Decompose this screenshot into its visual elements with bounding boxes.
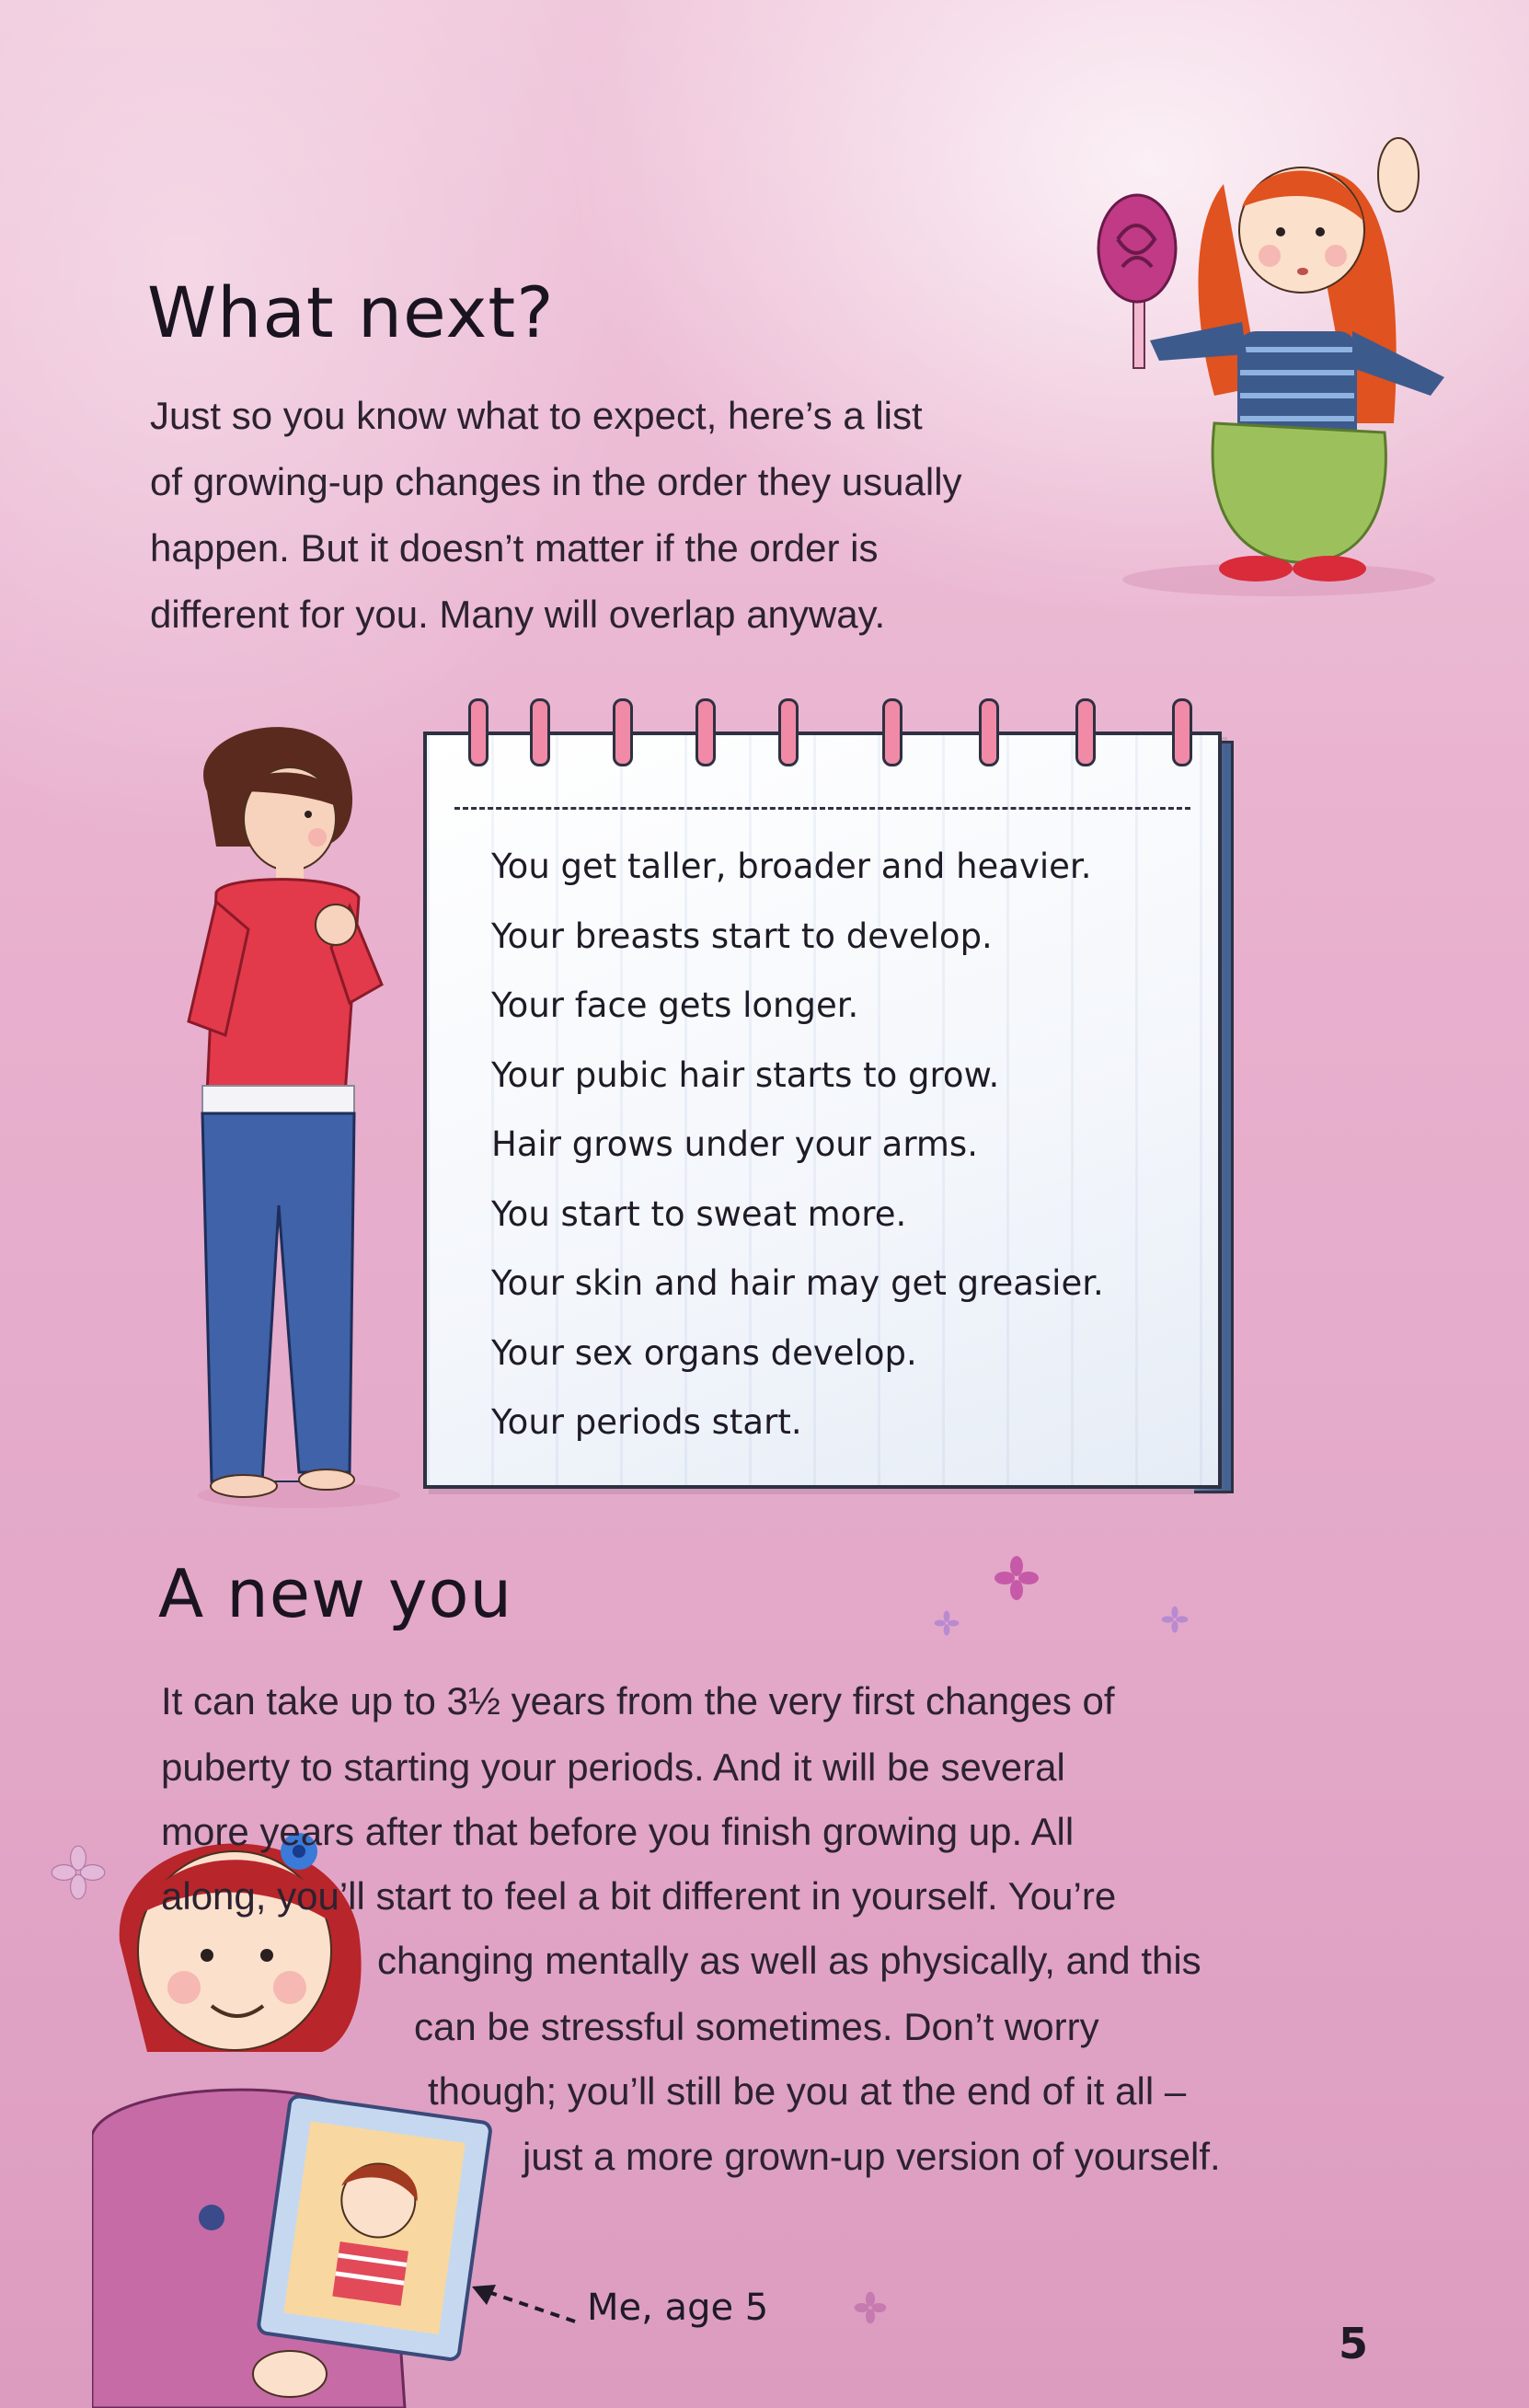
- flower-icon: [51, 1845, 106, 1900]
- spiral-ring: [882, 698, 902, 766]
- paragraph-line: It can take up to 3½ years from the very first changes of: [161, 1679, 1115, 1722]
- spiral-ring: [530, 698, 550, 766]
- paragraph-line: changing mentally as well as physically, and this: [377, 1939, 1201, 1982]
- paragraph-line: different for you. Many will overlap anyway.: [150, 593, 886, 636]
- flower-icon: [854, 2291, 887, 2324]
- spiral-ring: [468, 698, 489, 766]
- list-item: Hair grows under your arms.: [491, 1124, 978, 1164]
- spiral-ring: [1172, 698, 1192, 766]
- flower-icon: [1161, 1606, 1189, 1633]
- perforation-line: [454, 807, 1190, 810]
- flower-icon: [994, 1555, 1040, 1601]
- list-item: You start to sweat more.: [491, 1193, 907, 1234]
- photo-caption: Me, age 5: [587, 2287, 769, 2329]
- list-item: Your face gets longer.: [491, 985, 859, 1025]
- list-item: Your periods start.: [491, 1402, 802, 1442]
- page-number: 5: [1339, 2319, 1369, 2368]
- list-item: Your breasts start to develop.: [491, 916, 993, 956]
- girl-with-mirror-illustration: [1076, 120, 1481, 598]
- spiral-ring: [696, 698, 716, 766]
- paragraph-line: of growing-up changes in the order they usually: [150, 460, 962, 503]
- list-item: You get taller, broader and heavier.: [491, 847, 1092, 886]
- spiral-ring: [613, 698, 633, 766]
- spiral-ring: [1075, 698, 1096, 766]
- paragraph-line: more years after that before you finish growing up. All: [161, 1810, 1075, 1853]
- list-item: Your skin and hair may get greasier.: [491, 1263, 1104, 1303]
- growing-up-changes-list: [491, 832, 1104, 1457]
- list-item: Your sex organs develop.: [491, 1332, 917, 1373]
- list-item: Your pubic hair starts to grow.: [491, 1054, 1000, 1095]
- section-heading-a-new-you: A new you: [158, 1555, 513, 1632]
- paragraph-line: happen. But it doesn’t matter if the order is: [150, 526, 879, 570]
- girl-looking-down-illustration: [161, 709, 419, 1518]
- paragraph-line: puberty to starting your periods. And it will be several: [161, 1746, 1065, 1789]
- arrow-icon: [465, 2277, 584, 2333]
- paragraph-line: can be stressful sometimes. Don’t worry: [414, 2005, 1099, 2048]
- spiral-ring: [979, 698, 999, 766]
- spiral-ring: [778, 698, 799, 766]
- section-heading-what-next: What next?: [147, 271, 555, 353]
- paragraph-line: though; you’ll still be you at the end of it all –: [428, 2069, 1187, 2113]
- paragraph-line: just a more grown-up version of yourself.: [523, 2135, 1221, 2178]
- notepad: [423, 732, 1222, 1489]
- flower-icon: [934, 1610, 960, 1636]
- paragraph-line: along, you’ll start to feel a bit different in yourself. You’re: [161, 1874, 1117, 1918]
- paragraph-line: Just so you know what to expect, here’s a list: [150, 394, 923, 437]
